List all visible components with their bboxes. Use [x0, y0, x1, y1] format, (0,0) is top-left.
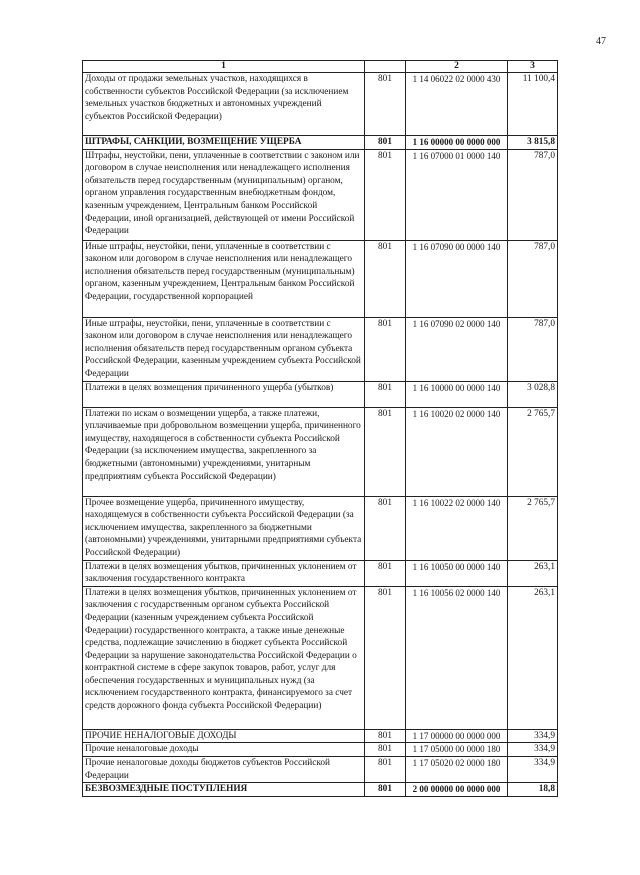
- row-admin-code-cell: 801: [365, 756, 406, 782]
- row-admin-code-cell: 801: [365, 560, 406, 586]
- row-admin-code-cell: 801: [365, 586, 406, 729]
- row-name-cell: Иные штрафы, неустойки, пени, уплаченные в соответствии с законом или договором в случае неисполнения или ненадлежащего исполнения обязательств перед государственным органом субъекта Российской Федерации, казенным учреждением субъекта Российской Федерации: [83, 317, 365, 381]
- row-budget-code-cell: 1 16 10000 00 0000 140: [406, 381, 508, 407]
- row-admin-code-cell: 801: [365, 496, 406, 560]
- row-budget-code-cell: 1 17 05020 02 0000 180: [406, 756, 508, 782]
- row-admin-code-cell: 801: [365, 73, 406, 136]
- table-row: [83, 73, 558, 136]
- row-budget-code-cell: 1 14 06022 02 0000 430: [406, 73, 508, 136]
- budget-revenue-table: [82, 60, 558, 797]
- row-admin-code-cell: 801: [365, 317, 406, 381]
- row-sum-cell: 334,9: [508, 743, 558, 757]
- row-budget-code-cell: 1 16 07090 00 0000 140: [406, 240, 508, 317]
- table-row: [83, 729, 558, 743]
- row-budget-code-cell: 1 16 10050 00 0000 140: [406, 560, 508, 586]
- row-name-cell: Прочие неналоговые доходы бюджетов субъектов Российской Федерации: [83, 756, 365, 782]
- row-budget-code-cell: 1 16 07000 01 0000 140: [406, 149, 508, 240]
- row-sum-cell: 334,9: [508, 729, 558, 743]
- row-admin-code-cell: 801: [365, 743, 406, 757]
- row-admin-code-cell: 801: [365, 240, 406, 317]
- row-name-cell: БЕЗВОЗМЕЗДНЫЕ ПОСТУПЛЕНИЯ: [83, 783, 365, 797]
- table-row: [83, 240, 558, 317]
- row-budget-code-cell: 1 16 10056 02 0000 140: [406, 586, 508, 729]
- table-row: [83, 756, 558, 782]
- row-sum-cell: 11 100,4: [508, 73, 558, 136]
- row-sum-cell: 334,9: [508, 756, 558, 782]
- table-row: [83, 783, 558, 797]
- table-header-row: [83, 61, 558, 73]
- page-number: 47: [596, 36, 606, 47]
- table-row: [83, 586, 558, 729]
- table-row: [83, 149, 558, 240]
- table-row: [83, 496, 558, 560]
- row-name-cell: Доходы от продажи земельных участков, находящихся в собственности субъектов Российской Федерации (за исключением земельных участков бюджетных и автономных учреждений субъектов Российской Федерации): [83, 73, 365, 136]
- row-name-cell: Платежи в целях возмещения причиненного ущерба (убытков): [83, 381, 365, 407]
- row-sum-cell: 3 815,8: [508, 136, 558, 150]
- row-budget-code-cell: 2 00 00000 00 0000 000: [406, 783, 508, 797]
- header-col-3: 2: [406, 61, 508, 73]
- table-row: [83, 743, 558, 757]
- table-row: [83, 381, 558, 407]
- row-name-cell: Платежи по искам о возмещении ущерба, а также платежи, уплачиваемые при добровольном возмещении ущерба, причиненного имуществу, находящегося в собственности субъекта Российской Федерации (за исключением имущества, закрепленного за бюджетными (автономными) учреждениями, унитарным предприятиям субъекта Российской Федерации): [83, 407, 365, 496]
- row-admin-code-cell: 801: [365, 407, 406, 496]
- row-admin-code-cell: 801: [365, 381, 406, 407]
- row-sum-cell: 3 028,8: [508, 381, 558, 407]
- row-budget-code-cell: 1 17 05000 00 0000 180: [406, 743, 508, 757]
- table-row: [83, 560, 558, 586]
- table-row: [83, 317, 558, 381]
- row-name-cell: ПРОЧИЕ НЕНАЛОГОВЫЕ ДОХОДЫ: [83, 729, 365, 743]
- table-row: [83, 136, 558, 150]
- row-sum-cell: 18,8: [508, 783, 558, 797]
- row-name-cell: Платежи в целях возмещения убытков, причиненных уклонением от заключения государственного контракта: [83, 560, 365, 586]
- row-admin-code-cell: 801: [365, 149, 406, 240]
- row-admin-code-cell: 801: [365, 729, 406, 743]
- row-name-cell: Иные штрафы, неустойки, пени, уплаченные в соответствии с законом или договором в случае неисполнения или ненадлежащего исполнения обязательств перед государственным (муниципальным) органом, казенным учреждением, Центральным банком Российской Федерации, государственной корпорацией: [83, 240, 365, 317]
- row-name-cell: Штрафы, неустойки, пени, уплаченные в соответствии с законом или договором в случае неисполнения или ненадлежащего исполнения обязательств перед государственным (муниципальным) органом, органом управления государственным внебюджетным фондом, казенным учреждением, Центральным банком Российской Федерации, иной организацией, действующей от имени Российской Федерации: [83, 149, 365, 240]
- row-budget-code-cell: 1 16 00000 00 0000 000: [406, 136, 508, 150]
- row-budget-code-cell: 1 16 07090 02 0000 140: [406, 317, 508, 381]
- row-budget-code-cell: 1 17 00000 00 0000 000: [406, 729, 508, 743]
- row-name-cell: Прочие неналоговые доходы: [83, 743, 365, 757]
- table-body: [83, 73, 558, 797]
- row-admin-code-cell: 801: [365, 783, 406, 797]
- row-sum-cell: 263,1: [508, 560, 558, 586]
- row-sum-cell: 787,0: [508, 317, 558, 381]
- row-sum-cell: 2 765,7: [508, 407, 558, 496]
- table-row: [83, 407, 558, 496]
- row-name-cell: Платежи в целях возмещения убытков, причиненных уклонением от заключения с государственным органом субъекта Российской Федерации (казенным учреждением субъекта Российской Федерации) государственного контракта, а также иные денежные средства, подлежащие зачислению в бюджет субъекта Российской Федерации за нарушение законодательства Российской Федерации о контрактной системе в сфере закупок товаров, работ, услуг для обеспечения государственных и муниципальных нужд (за исключением государственного контракта, финансируемого за счет средств дорожного фонда субъекта Российской Федерации): [83, 586, 365, 729]
- row-name-cell: Прочее возмещение ущерба, причиненного имуществу, находящемуся в собственности субъекта Российской Федерации (за исключением имущества, закрепленного за бюджетными (автономными) учреждениями, унитарными предприятиями субъекта Российской Федерации): [83, 496, 365, 560]
- row-budget-code-cell: 1 16 10020 02 0000 140: [406, 407, 508, 496]
- row-sum-cell: 263,1: [508, 586, 558, 729]
- header-col-1: 1: [83, 61, 365, 73]
- row-name-cell: ШТРАФЫ, САНКЦИИ, ВОЗМЕЩЕНИЕ УЩЕРБА: [83, 136, 365, 150]
- header-col-4: 3: [508, 61, 558, 73]
- row-sum-cell: 787,0: [508, 149, 558, 240]
- row-budget-code-cell: 1 16 10022 02 0000 140: [406, 496, 508, 560]
- row-sum-cell: 787,0: [508, 240, 558, 317]
- row-admin-code-cell: 801: [365, 136, 406, 150]
- row-sum-cell: 2 765,7: [508, 496, 558, 560]
- header-col-2: [365, 61, 406, 73]
